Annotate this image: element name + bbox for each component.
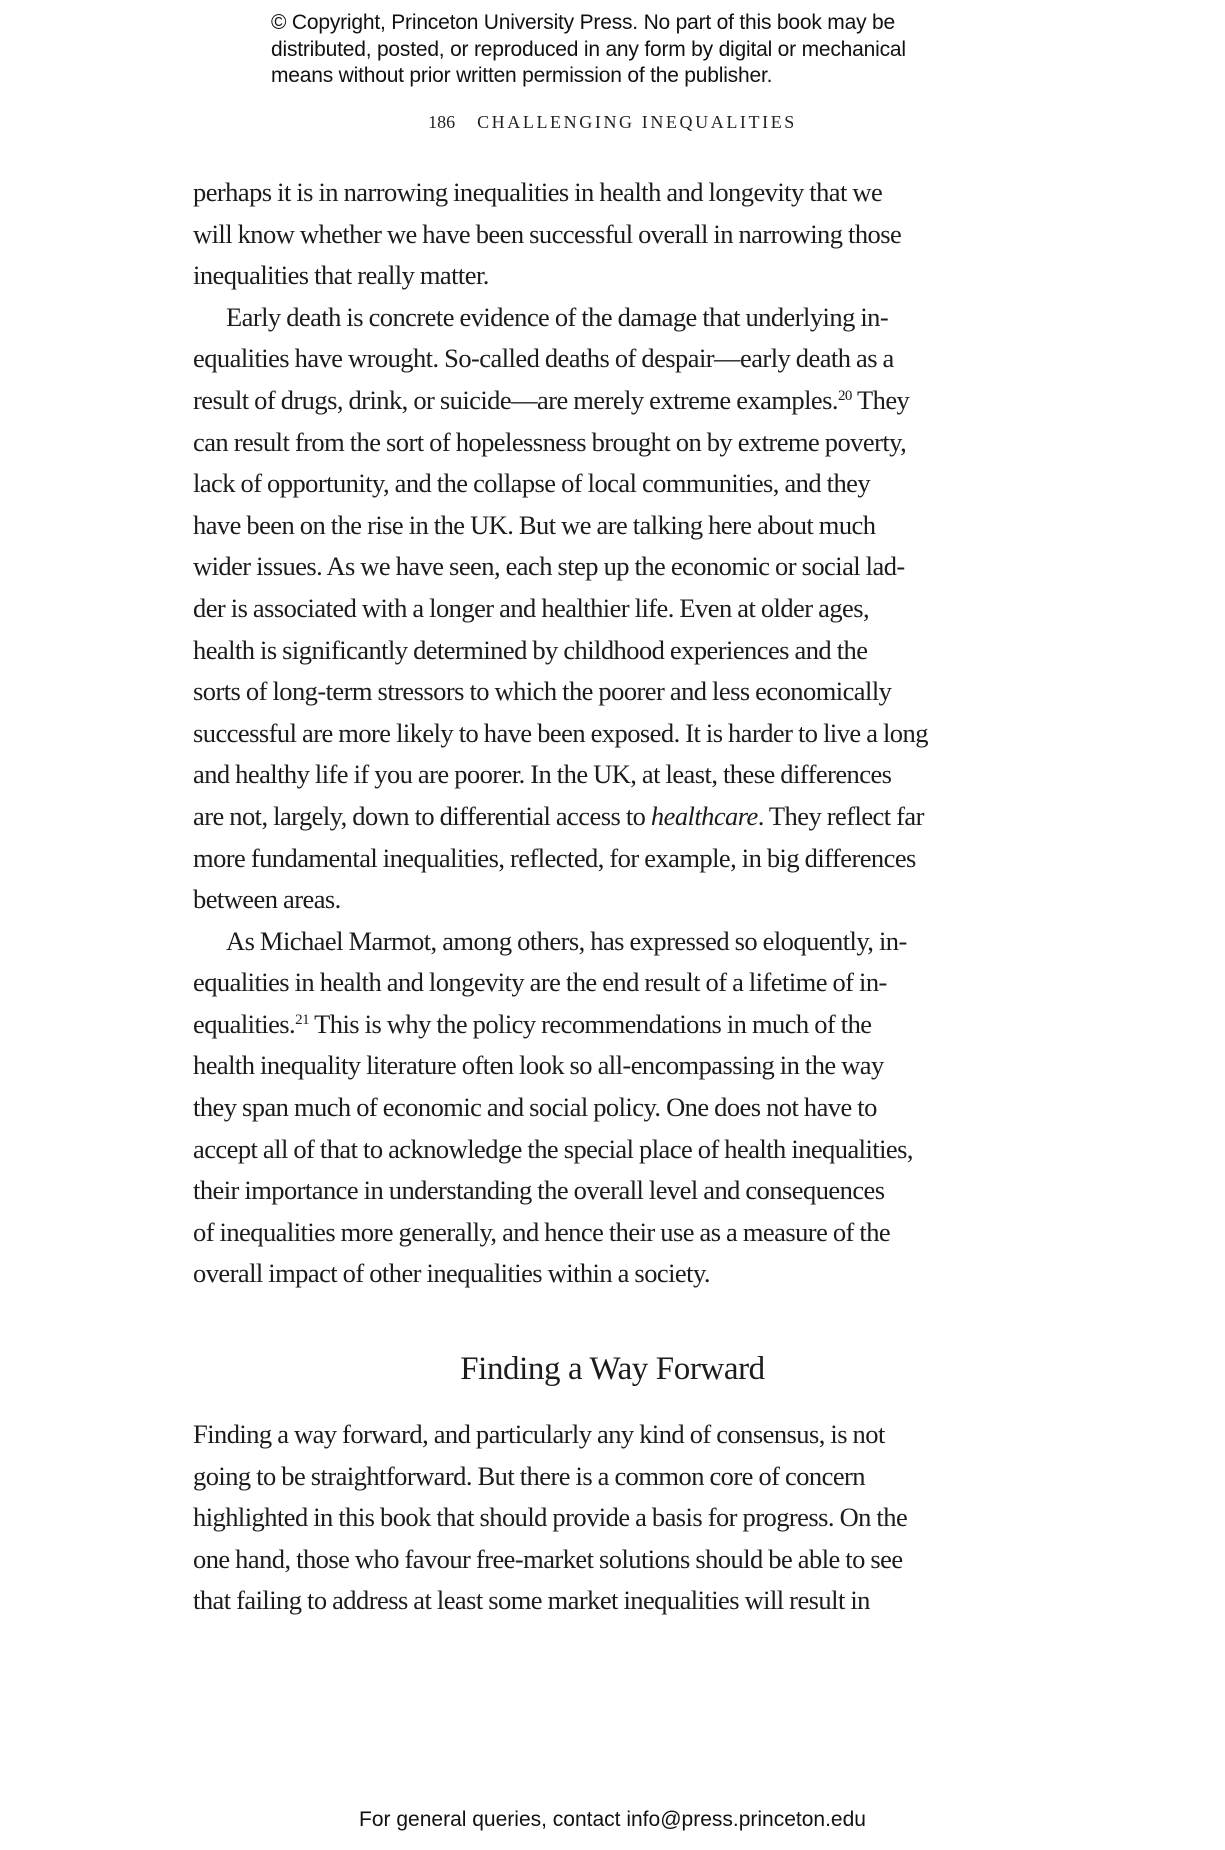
text-line: der is associated with a longer and healthier life. Even at older ages, bbox=[193, 592, 870, 623]
text-line: they span much of economic and social policy. One does not have to bbox=[193, 1092, 877, 1123]
text-line: inequalities that really matter. bbox=[193, 260, 489, 291]
text-fragment: This is why the policy recommendations in much of the bbox=[314, 1008, 872, 1039]
copyright-notice bbox=[271, 10, 1031, 90]
text-line: going to be straightforward. But there is a common core of concern bbox=[193, 1460, 866, 1491]
footer-contact: For general queries, contact info@press.princeton.edu bbox=[359, 1808, 866, 1831]
text-line: health is significantly determined by childhood experiences and the bbox=[193, 634, 868, 665]
page-number: 186 bbox=[428, 112, 456, 132]
text-line: accept all of that to acknowledge the special place of health inequalities, bbox=[193, 1133, 913, 1164]
text-line: can result from the sort of hopelessness brought on by extreme poverty, bbox=[193, 426, 907, 457]
text-line: Finding a way forward, and particularly any kind of consensus, is not bbox=[193, 1419, 885, 1449]
text-line bbox=[193, 1004, 1069, 1046]
section-heading: Finding a Way Forward bbox=[460, 1351, 765, 1387]
text-line: lack of opportunity, and the collapse of local communities, and they bbox=[193, 468, 871, 499]
text-line: equalities in health and longevity are the end result of a lifetime of in- bbox=[193, 967, 887, 998]
text-line: highlighted in this book that should provide a basis for progress. On the bbox=[193, 1502, 908, 1533]
text-fragment: They bbox=[856, 384, 910, 415]
text-line: health inequality literature often look so all-encompassing in the way bbox=[193, 1050, 884, 1081]
text-fragment: result of drugs, drink, or suicide—are merely extreme examples. bbox=[193, 384, 838, 415]
text-line: Early death is concrete evidence of the damage that underlying in- bbox=[226, 301, 889, 332]
footnote-ref-21[interactable]: 21 bbox=[295, 1011, 310, 1028]
text-fragment: . They reflect far bbox=[757, 800, 924, 831]
italic-term: healthcare bbox=[650, 800, 758, 831]
copyright-line: means without prior written permission of the publisher. bbox=[271, 64, 773, 87]
text-line: As Michael Marmot, among others, has expressed so eloquently, in- bbox=[226, 925, 907, 956]
text-line: and healthy life if you are poorer. In the UK, at least, these differences bbox=[193, 759, 892, 790]
body-text-section-2 bbox=[193, 1414, 1069, 1622]
text-line: overall impact of other inequalities within a society. bbox=[193, 1258, 710, 1289]
text-line: of inequalities more generally, and hence their use as a measure of the bbox=[193, 1216, 891, 1247]
body-text-section-1 bbox=[193, 172, 1069, 1295]
text-fragment: are not, largely, down to differential access to bbox=[193, 800, 646, 831]
text-line: have been on the rise in the UK. But we are talking here about much bbox=[193, 509, 876, 540]
text-line: one hand, those who favour free-market solutions should be able to see bbox=[193, 1543, 903, 1574]
chapter-title: CHALLENGING INEQUALITIES bbox=[477, 112, 797, 132]
text-line: equalities have wrought. So-called deaths of despair—early death as a bbox=[193, 343, 894, 374]
text-line: sorts of long-term stressors to which the poorer and less economically bbox=[193, 676, 892, 707]
text-line: that failing to address at least some market inequalities will result in bbox=[193, 1585, 870, 1616]
text-line: successful are more likely to have been exposed. It is harder to live a long bbox=[193, 717, 928, 748]
text-line: more fundamental inequalities, reflected, for example, in big differences bbox=[193, 842, 916, 873]
text-line: their importance in understanding the overall level and consequences bbox=[193, 1175, 885, 1206]
running-head bbox=[0, 112, 1225, 133]
copyright-line: © Copyright, Princeton University Press. No part of this book may be bbox=[271, 11, 895, 34]
text-line: perhaps it is in narrowing inequalities in health and longevity that we bbox=[193, 177, 883, 207]
text-line bbox=[193, 796, 1069, 838]
text-line: wider issues. As we have seen, each step up the economic or social lad- bbox=[193, 551, 905, 582]
text-line: will know whether we have been successful overall in narrowing those bbox=[193, 218, 902, 249]
copyright-line: distributed, posted, or reproduced in any form by digital or mechanical bbox=[271, 37, 906, 61]
footnote-ref-20[interactable]: 20 bbox=[837, 387, 852, 404]
text-line bbox=[193, 380, 1069, 422]
text-line: between areas. bbox=[193, 884, 341, 915]
text-fragment: equalities. bbox=[193, 1008, 296, 1039]
